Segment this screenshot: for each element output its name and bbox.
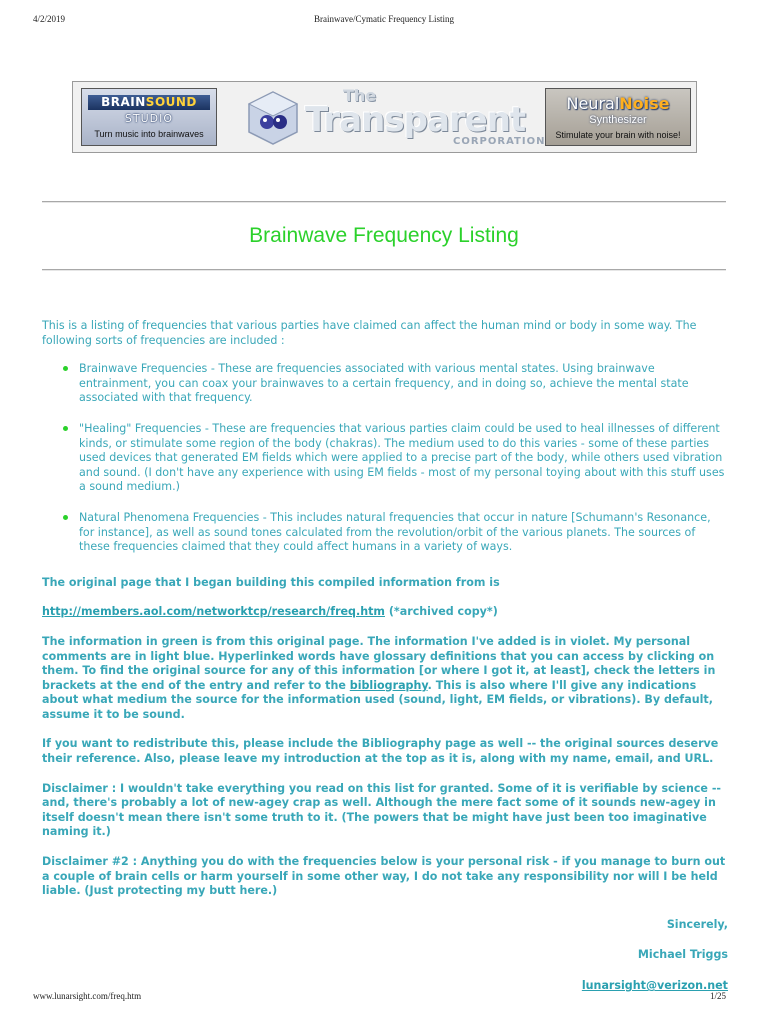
- original-page-link[interactable]: http://members.aol.com/networktcp/research/freq.htm: [42, 605, 385, 619]
- redistribute-paragraph: If you want to redistribute this, please include the Bibliography page as well -- the original sources deserve their reference. Also, please leave my introduction at the top as it is, along with my name, email, and URL.: [42, 737, 719, 766]
- divider: [42, 201, 726, 203]
- disclaimer-paragraph: Disclaimer : I wouldn't take everything you read on this list for granted. Some of it is verifiable by science -- and, there's probably a lot of new-agey crap as well. Although the mere fact some of it sounds new-agey in itself doesn't mean there isn't some truth to it. (The powers that be might have just been too imaginative naming it.): [42, 781, 722, 839]
- cube-icon: [243, 88, 303, 148]
- list-item: Brainwave Frequencies - These are frequencies associated with various mental states. Using brainwave entrainment, you can coax your brainwaves to a certain frequency, and in doing so, achieve the mental state associated with that frequency.: [79, 362, 728, 406]
- transparent-corporation-label: CORPORATION: [453, 136, 546, 147]
- brain-sound-tagline: Turn music into brainwaves: [94, 129, 204, 139]
- neural-noise-synthesizer-label: Synthesizer: [589, 114, 647, 126]
- transparent-the: The: [343, 86, 377, 105]
- sponsor-banner: [72, 81, 697, 153]
- print-page-number: 1/25: [709, 991, 726, 1001]
- print-date: 4/2/2019: [33, 14, 66, 24]
- bibliography-link[interactable]: bibliography: [349, 678, 428, 692]
- intro-paragraph: This is a listing of frequencies that various parties have claimed can affect the human mind or body in some way. The following sorts of frequencies are included :: [42, 319, 697, 347]
- neural-noise-logo: NeuralNoise: [566, 94, 670, 113]
- author-email-link[interactable]: lunarsight@verizon.net: [581, 979, 728, 992]
- author-email-line: [42, 979, 728, 994]
- disclaimer-2-paragraph: Disclaimer #2 : Anything you do with the frequencies below is your personal risk - if you manage to burn out a couple of brain cells or harm yourself in some other way, I do not take any responsibility nor will I be held liable. (Just protecting my butt here.): [42, 855, 726, 898]
- list-item: "Healing" Frequencies - These are frequencies that various parties claim could be used to heal illnesses of different kinds, or stimulate some region of the body (chakras). The medium used to do this varies - some of these parties used devices that generated EM fields which were applied to a precise part of the body, while others used vibration and sound. (I don't have any experience with using EM fields - most of my personal toying about with this stuff uses a sound medium.): [79, 422, 728, 495]
- brain-sound-logo: BRAINSOUND: [88, 95, 210, 110]
- brain-sound-studio-label: STUDIO: [124, 112, 174, 125]
- transparent-wordmark: Transparent: [305, 100, 526, 140]
- print-title: Brainwave/Cymatic Frequency Listing: [314, 14, 454, 24]
- original-page-link-line: [42, 605, 728, 620]
- page-title: Brainwave Frequency Listing: [249, 224, 519, 247]
- transparent-corporation-logo[interactable]: [243, 84, 546, 150]
- brain-sound-studio-ad[interactable]: [81, 88, 217, 146]
- list-item: Natural Phenomena Frequencies - This includes natural frequencies that occur in nature [Schumann's Resonance, for instance], as well as sound tones calculated from the revolution/orbit of the various planets. The sources of these frequencies claimed that they could affect humans in a variety of ways.: [79, 511, 728, 555]
- sincerely-label: Sincerely,: [666, 917, 728, 931]
- main-content: [42, 319, 728, 994]
- divider: [42, 269, 726, 271]
- frequency-types-list: [42, 362, 728, 555]
- info-paragraph: The information in green is from this original page. The information I've added is in violet. My personal comments are in light blue. Hyperlinked words have glossary definitions that you can access by clicking on them. To find the original source for any of this information [or where I got it, at least], check the letters in brackets at the end of the entry and refer to the bibliography. This is also where I'll give any indications about what medium the source for the information used (sound, light, EM fields, or vibrations). By default, assume it to be sound.: [42, 634, 716, 721]
- neural-noise-tagline: Stimulate your brain with noise!: [555, 130, 681, 140]
- print-url: www.lunarsight.com/freq.htm: [33, 991, 142, 1001]
- neural-noise-ad[interactable]: [545, 88, 691, 146]
- author-name: Michael Triggs: [637, 948, 728, 962]
- original-page-note: The original page that I began building this compiled information from is: [42, 575, 500, 589]
- archived-copy-label: (*archived copy*): [388, 605, 498, 619]
